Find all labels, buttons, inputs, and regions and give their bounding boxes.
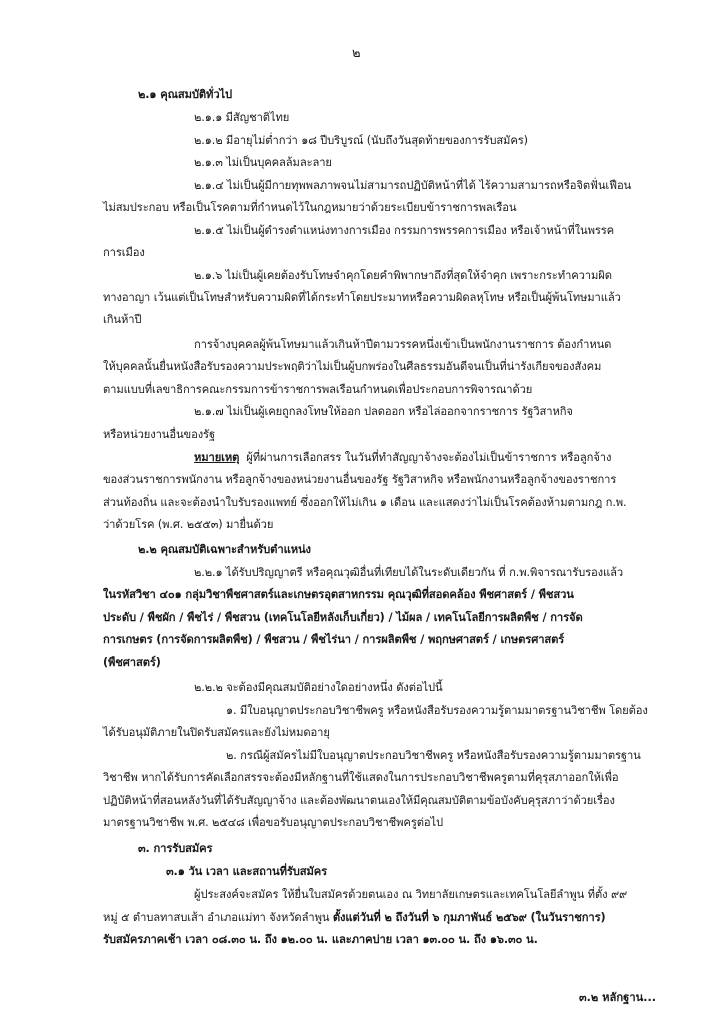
item-2-1-6-line1: ๒.๑.๖ ไม่เป็นผู้เคยต้องรับโทษจำคุกโดยคำพิพากษาถึงที่สุดให้จำคุก เพราะกระทำความผิด: [194, 269, 612, 282]
item-2-2-1-line5: (พืชศาสตร์): [103, 656, 161, 669]
application-dates: ตั้งแต่วันที่ ๒ ถึงวันที่ ๖ กุมภาพันธ์ ๒๕๖๙ (ในวันราชการ): [332, 911, 606, 924]
application-line1: ผู้ประสงค์จะสมัคร ให้ยื่นใบสมัครด้วยตนเอง ณ วิทยาลัยเกษตรและเทคโนโลยีลำพูน ที่ตั้ง ๙๙: [194, 888, 628, 901]
application-address: หมู่ ๕ ตำบลทาสบเส้า อำเภอแม่ทา จังหวัดลำพูน: [103, 911, 333, 924]
section-heading-2-1: ๒.๑ คุณสมบัติทั่วไป: [138, 88, 233, 101]
item-2-2-1-line4: การเกษตร (การจัดการผลิตพืช) / พืชสวน / พืชไร่นา / การผลิตพืช / พฤกษศาสตร์ / เกษตรศาสตร์: [103, 633, 565, 646]
item-2-1-7-line2: หรือหน่วยงานอื่นของรัฐ: [103, 428, 216, 441]
application-hours: รับสมัครภาคเช้า เวลา ๐๘.๓๐ น. ถึง ๑๒.๐๐ น. และภาคบ่าย เวลา ๑๓.๐๐ น. ถึง ๑๖.๓๐ น.: [103, 933, 538, 946]
section-heading-3: ๓. การรับสมัคร: [138, 842, 213, 855]
item-2-1-4-line1: ๒.๑.๔ ไม่เป็นผู้มีกายทุพพลภาพจนไม่สามารถปฏิบัติหน้าที่ได้ ไร้ความสามารถหรือจิตฟั่นเฟือน: [194, 179, 632, 192]
note-line3: ส่วนท้องถิ่น และจะต้องนำใบรับรองแพทย์ ซึ่งออกให้ไม่เกิน ๑ เดือน และแสดงว่าไม่เป็นโรคต้องห้ามตามกฎ ก.พ.: [103, 496, 627, 509]
paragraph-rehire-line1: การจ้างบุคคลผู้พ้นโทษมาแล้วเกินห้าปีตามวรรคหนึ่งเข้าเป็นพนักงานราชการ ต้องกำหนด: [194, 338, 612, 351]
item-2-1-1: ๒.๑.๑ มีสัญชาติไทย: [194, 111, 290, 124]
item-2-1-2: ๒.๑.๒ มีอายุไม่ต่ำกว่า ๑๘ ปีบริบูรณ์ (นับถึงวันสุดท้ายของการรับสมัคร): [194, 134, 528, 147]
criterion-1-line1: ๑. มีใบอนุญาตประกอบวิชาชีพครู หรือหนังสือรับรองความรู้ตามมาตรฐานวิชาชีพ โดยต้อง: [226, 704, 648, 717]
note-text-line1: ผู้ที่ผ่านการเลือกสรร ในวันที่ทำสัญญาจ้างจะต้องไม่เป็นข้าราชการ หรือลูกจ้าง: [246, 451, 612, 464]
paragraph-rehire-line2: ให้บุคคลนั้นยื่นหนังสือรับรองความประพฤติว่าไม่เป็นผู้บกพร่องในศีลธรรมอันดีจนเป็นที่น่ารังเกียจของสังคม: [103, 360, 602, 373]
note-line1: [194, 451, 611, 465]
item-2-1-5-line1: ๒.๑.๕ ไม่เป็นผู้ดำรงตำแหน่งทางการเมือง กรรมการพรรคการเมือง หรือเจ้าหน้าที่ในพรรค: [194, 224, 615, 237]
item-2-1-6-line2: ทางอาญา เว้นแต่เป็นโทษสำหรับความผิดที่ได้กระทำโดยประมาทหรือความผิดลหุโทษ หรือเป็นผู้พ้นโทษมาแล้ว: [103, 291, 621, 304]
item-2-2-1-line3: ประดับ / พืชผัก / พืชไร่ / พืชสวน (เทคโนโลยีหลังเก็บเกี่ยว) / ไม้ผล / เทคโนโลยีการผลิตพืช / การจัด: [103, 611, 583, 624]
criterion-2-line2: วิชาชีพ หากได้รับการคัดเลือกสรรจะต้องมีหลักฐานที่ใช้แสดงในการประกอบวิชาชีพครูตามที่คุรุสภาออกให้เพื่อ: [103, 771, 619, 784]
section-heading-2-2: ๒.๒ คุณสมบัติเฉพาะสำหรับตำแหน่ง: [138, 543, 311, 556]
page-number: ๒: [352, 46, 361, 61]
continuation-text: ๓.๒ หลักฐาน...: [578, 991, 656, 1004]
item-2-1-7-line1: ๒.๑.๗ ไม่เป็นผู้เคยถูกลงโทษให้ออก ปลดออก หรือไล่ออกจากราชการ รัฐวิสาหกิจ: [194, 405, 573, 418]
item-2-2-2: ๒.๒.๒ จะต้องมีคุณสมบัติอย่างใดอย่างหนึ่ง ดังต่อไปนี้: [194, 681, 443, 694]
criterion-2-line4: มาตรฐานวิชาชีพ พ.ศ. ๒๕๔๘ เพื่อขอรับอนุญาตประกอบวิชาชีพครูต่อไป: [103, 816, 444, 829]
criterion-2-line3: ปฏิบัติหน้าที่สอนหลังวันที่ได้รับสัญญาจ้าง และต้องพัฒนาตนเองให้มีคุณสมบัติตามข้อบังคับคุรุสภาว่าด้วยเรื่อง: [103, 794, 615, 807]
item-2-1-3: ๒.๑.๓ ไม่เป็นบุคคลล้มละลาย: [194, 156, 332, 169]
paragraph-rehire-line3: ตามแบบที่เลขาธิการคณะกรรมการข้าราชการพลเรือนกำหนดเพื่อประกอบการพิจารณาด้วย: [103, 383, 533, 396]
item-2-1-4-line2: ไม่สมประกอบ หรือเป็นโรคตามที่กำหนดไว้ในกฎหมายว่าด้วยระเบียบข้าราชการพลเรือน: [103, 201, 517, 214]
item-2-1-6-line3: เกินห้าปี: [103, 313, 142, 326]
subsection-heading-3-1: ๓.๑ วัน เวลา และสถานที่รับสมัคร: [166, 865, 328, 878]
application-line2: [103, 911, 606, 925]
item-2-2-1-line2: ในรหัสวิชา ๔๐๑ กลุ่มวิชาพืชศาสตร์และเกษตรอุตสาหกรรม คุณวุฒิที่สอดคล้อง พืชศาสตร์ / พืชสวน: [103, 588, 574, 601]
note-line2: ของส่วนราชการพนักงาน หรือลูกจ้างของหน่วยงานอื่นของรัฐ รัฐวิสาหกิจ หรือพนักงานหรือลูกจ้างของราชการ: [103, 473, 617, 486]
item-2-2-1-line1: ๒.๒.๑ ได้รับปริญญาตรี หรือคุณวุฒิอื่นที่เทียบได้ในระดับเดียวกัน ที่ ก.พ.พิจารณารับรองแล้ว: [194, 566, 624, 579]
item-2-1-5-line2: การเมือง: [103, 246, 145, 259]
criterion-1-line2: ได้รับอนุมัติภายในปิดรับสมัครและยังไม่หมดอายุ: [103, 726, 330, 739]
criterion-2-line1: ๒. กรณีผู้สมัครไม่มีใบอนุญาตประกอบวิชาชีพครู หรือหนังสือรับรองความรู้ตามมาตรฐาน: [226, 749, 641, 762]
note-line4: ว่าด้วยโรค (พ.ศ. ๒๕๕๓) มายื่นด้วย: [103, 518, 274, 531]
note-label: หมายเหตุ: [194, 451, 240, 464]
